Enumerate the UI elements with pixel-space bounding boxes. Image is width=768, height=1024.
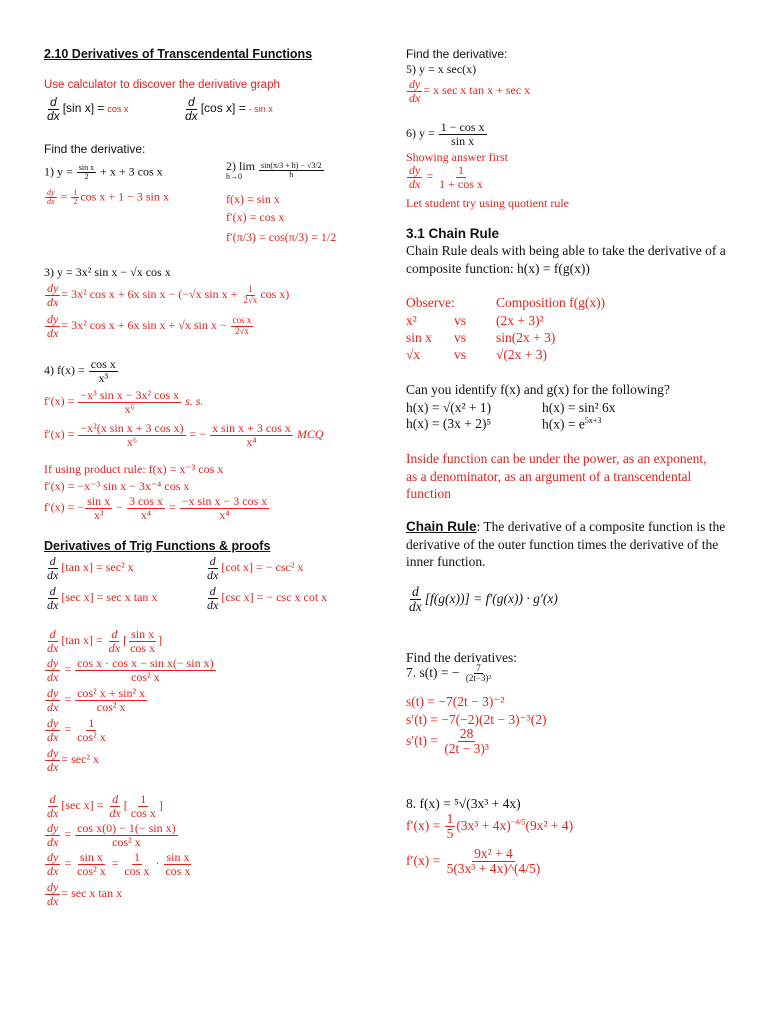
problem-6: 6) y = $\frac{\text{1 − cos x}}{\text{sin x}}$ xyxy=(406,120,485,148)
trig-derivatives-heading: Derivatives of Trig Functions & proofs xyxy=(44,539,271,553)
calculator-note: Use calculator to discover the derivative graph xyxy=(44,79,280,91)
problem-7-line3: s′(t) = $\frac{28}{\text{(2t − 3)³}}$ xyxy=(406,726,489,757)
find-derivative-label-right: Find the derivative: xyxy=(406,47,508,61)
problem-5: 5) y = x sec(x) xyxy=(406,62,477,76)
tan-proof-3: $\frac{dy}{dx}$ = $\frac{\text{cos² x + sin² x}}{\text{cos² x}}$ xyxy=(47,686,146,714)
product-rule-line1: f′(x) = −x⁻³ sin x − 3x⁻⁴ cos x xyxy=(44,479,190,493)
identify-1: h(x) = √(x² + 1) xyxy=(406,400,492,415)
problem-7-line1: s(t) = −7(2t − 3)⁻² xyxy=(406,694,505,709)
compare-row-3-a: √x xyxy=(406,347,421,362)
tan-proof-4: $\frac{dy}{dx}$ = $\frac{1}{\text{cos² x}}$ xyxy=(47,716,106,744)
identify-question: Can you identify f(x) and g(x) for the following? xyxy=(406,382,670,397)
compare-row-1-b: (2x + 3)² xyxy=(496,313,544,328)
sec-proof-4: $\frac{dy}{dx}$ = sec x tan x xyxy=(47,880,123,908)
compare-row-2-b: sin(2x + 3) xyxy=(496,330,556,345)
chain-rule-definition: Chain Rule: The derivative of a composite function is the derivative of the outer function times the derivative of the inner function. xyxy=(406,519,726,570)
problem-7-line2: s′(t) = −7(−2)(2t − 3)⁻³(2) xyxy=(406,712,547,727)
identify-3: h(x) = (3x + 2)⁵ xyxy=(406,416,492,431)
compare-row-1-vs: vs xyxy=(454,313,467,328)
problem-8-line2: f′(x) = $\frac{\text{9x² + 4}}{\text{5(3x³ + 4x)\textasciicircum{}(4/5)}}$ xyxy=(406,846,541,877)
problem-3-answer-1: $\frac{dy}{dx}$ = 3x² cos x + 6x sin x − (−√x sin x + $\frac{1}{2√x}$ cos x) xyxy=(47,281,290,309)
section-title-2-10: 2.10 Derivatives of Transcendental Functions xyxy=(44,47,313,61)
compare-row-2-vs: vs xyxy=(454,330,467,345)
problem-3: 3) y = 3x² sin x − √x cos x xyxy=(44,265,171,279)
dcsc-formula: $\frac{d}{dx}$ [csc x] = − csc x cot x xyxy=(207,584,328,612)
dsin-formula: $\frac{d}{dx}$ [sin x] = cos x xyxy=(47,95,129,123)
dtan-formula: $\frac{d}{dx}$ [tan x] = sec² x xyxy=(47,554,134,582)
dsec-formula: $\frac{d}{dx}$ [sec x] = sec x tan x xyxy=(47,584,158,612)
tan-proof-2: $\frac{dy}{dx}$ = $\frac{\text{cos x · cos x − sin x(− sin x)}}{\text{cos² x}}$ xyxy=(47,656,214,684)
problem-8: 8. f(x) = ⁵√(3x³ + 4x) xyxy=(406,796,521,811)
compare-row-3-b: √(2x + 3) xyxy=(496,347,548,362)
problem-5-answer: $\frac{dy}{dx}$ = x sec x tan x + sec x xyxy=(409,77,531,105)
problem-4-answer-mcq: f′(x) = $\frac{\text{−x²(x sin x + 3 cos x)}}{\text{x⁶}}$ = − $\frac{\text{x sin x + 3 cos x}}{\text{x⁴}}$ MCQ xyxy=(44,421,324,449)
problem-1: 1) y = $\frac{\text{sin x}}{2}$ + x + 3 cos x xyxy=(44,163,163,182)
problem-2: 2) lim h→0 $\frac{\sin(\pi/3 + h) - √3/2}{h}$ xyxy=(226,159,322,181)
compare-row-1-a: x² xyxy=(406,313,417,328)
find-derivatives-label: Find the derivatives: xyxy=(406,650,517,665)
dcot-formula: $\frac{d}{dx}$ [cot x] = − csc² x xyxy=(207,554,304,582)
product-rule-line2: f′(x) = − $\frac{\text{sin x}}{\text{x³}}$ − $\frac{\text{3 cos x}}{\text{x⁴}}$ = $\frac{\text{−x sin x − 3 cos x}}{\text{x⁴}}$ xyxy=(44,494,268,522)
chain-rule-formula: $\frac{d}{dx}$ [f(g(x))] = f′(g(x)) · g′(x) xyxy=(409,584,558,615)
identify-2: h(x) = sin² 6x xyxy=(542,400,616,415)
problem-4: 4) f(x) = $\frac{\text{cos x}}{\text{x³}}$ xyxy=(44,357,116,385)
problem-6-answer: $\frac{dy}{dx}$ = $\frac{1}{\text{1 + cos x}}$ xyxy=(409,163,483,191)
inside-function-note: Inside function can be under the power, as an exponent, as a denominator, as an argument of a transcendental function xyxy=(406,451,707,502)
problem-2-line3: f′(π/3) = cos(π/3) = 1/2 xyxy=(226,230,337,244)
problem-4-answer-ss: f′(x) = $\frac{\text{−x³ sin x − 3x² cos x}}{\text{x⁶}}$ s. s. xyxy=(44,388,204,416)
compare-row-2-a: sin x xyxy=(406,330,432,345)
problem-6-note2: Let student try using quotient rule xyxy=(406,196,569,210)
problem-6-note1: Showing answer first xyxy=(406,150,508,164)
chain-rule-description: Chain Rule deals with being able to take the derivative of a composite function: h(x) = f(g(x)) xyxy=(406,243,726,276)
chain-rule-title: 3.1 Chain Rule xyxy=(406,226,500,241)
compare-row-3-vs: vs xyxy=(454,347,467,362)
tan-proof-5: $\frac{dy}{dx}$ = sec² x xyxy=(47,746,100,774)
problem-1-answer: $\frac{dy}{dx}$ = $\frac{1}{2}$ cos x + 1 − 3 sin x xyxy=(47,188,169,207)
problem-7: 7. s(t) = − $\frac{7}{\text{(2t−3)²}}$ xyxy=(406,663,492,684)
identify-4: $h(x) = e^{5x+3}$ xyxy=(542,416,602,432)
product-rule-note: If using product rule: f(x) = x⁻³ cos x xyxy=(44,462,224,476)
composition-label: Composition f(g(x)) xyxy=(496,295,606,310)
problem-2-line2: f′(x) = cos x xyxy=(226,210,285,224)
tan-proof-1: $\frac{d}{dx}$ [tan x] = $\frac{d}{dx}$ [ $\frac{\text{sin x}}{\text{cos x}}$ ] xyxy=(47,627,163,655)
sec-proof-3: $\frac{dy}{dx}$ = $\frac{\text{sin x}}{\text{cos² x}}$ = $\frac{1}{\text{cos x}}$ · $\frac{\text{sin x}}{\text{cos x}}$ xyxy=(47,850,191,878)
sec-proof-2: $\frac{dy}{dx}$ = $\frac{\text{cos x(0) − 1(− sin x)}}{\text{cos² x}}$ xyxy=(47,821,176,849)
problem-2-line1: f(x) = sin x xyxy=(226,192,280,206)
observe-label: Observe: xyxy=(406,295,455,310)
problem-8-line1: f′(x) = $\frac{1}{5}$ $(3x^3 + 4x)^{-4/5}(9x^2 + 4)$ xyxy=(406,811,574,842)
dcos-formula: $\frac{d}{dx}$ [cos x] = - sin x xyxy=(185,95,273,123)
sec-proof-1: $\frac{d}{dx}$ [sec x] = $\frac{d}{dx}$ [ $\frac{1}{\text{cos x}}$ ] xyxy=(47,792,163,820)
problem-3-answer-2: $\frac{dy}{dx}$ = 3x² cos x + 6x sin x + √x sin x − $\frac{\text{cos x}}{2√x}$ xyxy=(47,312,252,340)
find-derivative-label: Find the derivative: xyxy=(44,142,146,156)
